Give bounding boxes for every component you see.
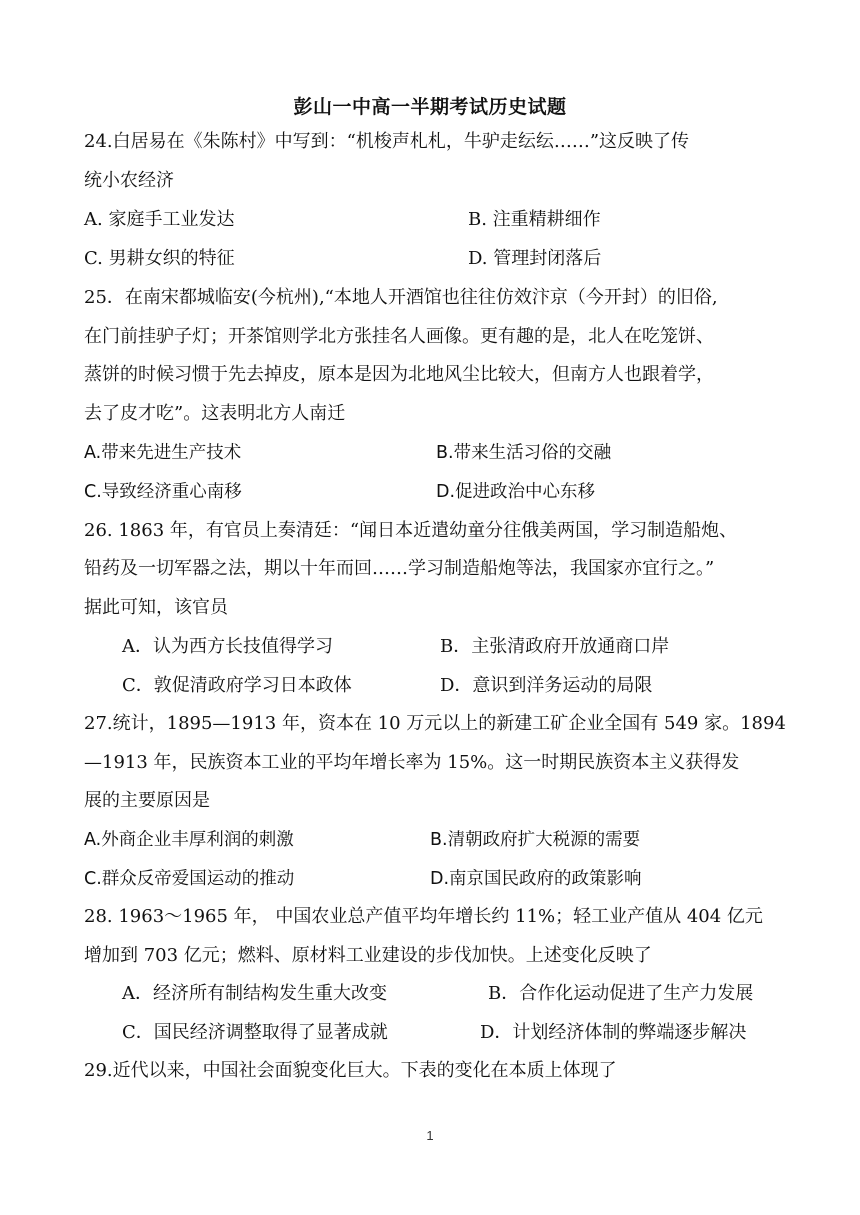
- q28-option-d[interactable]: D．计划经济体制的弊端逐步解决: [480, 1022, 747, 1043]
- q24-stem-line-2: 统小农经济: [84, 170, 174, 191]
- q25-option-d[interactable]: D.促进政治中心东移: [436, 482, 596, 502]
- q26-stem-line-3: 据此可知，该官员: [84, 597, 228, 618]
- q27-option-b[interactable]: B.清朝政府扩大税源的需要: [430, 830, 641, 850]
- q26-option-a[interactable]: A．认为西方长技值得学习: [122, 636, 333, 657]
- q28-stem-line-1: 28. 1963～1965 年， 中国农业总产值平均年增长约 11%；轻工业产值从 404 亿元: [84, 906, 763, 927]
- q29-stem-line-1: 29.近代以来，中国社会面貌变化巨大。下表的变化在本质上体现了: [84, 1060, 617, 1081]
- q24-option-b[interactable]: B. 注重精耕细作: [468, 209, 601, 230]
- q24-option-d[interactable]: D. 管理封闭落后: [468, 248, 602, 269]
- page-title: 彭山一中高一半期考试历史试题: [293, 96, 567, 118]
- q25-stem-line-2: 在门前挂驴子灯；开茶馆则学北方张挂名人画像。更有趣的是，北人在吃笼饼、: [84, 326, 714, 347]
- q26-option-d[interactable]: D．意识到洋务运动的局限: [440, 675, 653, 696]
- q28-option-a[interactable]: A．经济所有制结构发生重大改变: [122, 983, 387, 1004]
- q24-stem-line-1: 24.白居易在《朱陈村》中写到：“机梭声札札，牛驴走纭纭……”这反映了传: [84, 131, 690, 152]
- q25-option-c[interactable]: C.导致经济重心南移: [84, 482, 242, 502]
- q25-option-a[interactable]: A.带来先进生产技术: [84, 443, 242, 463]
- q26-stem-line-1: 26. 1863 年，有官员上奏清廷：“闻日本近遣幼童分往俄美两国，学习制造船炮、: [84, 520, 738, 541]
- q26-option-b[interactable]: B．主张清政府开放通商口岸: [440, 636, 670, 657]
- q26-option-c[interactable]: C．敦促清政府学习日本政体: [122, 675, 352, 696]
- q26-stem-line-2: 铅药及一切军器之法，期以十年而回……学习制造船炮等法，我国家亦宜行之。”: [84, 558, 715, 579]
- q27-stem-line-2: —1913 年，民族资本工业的平均年增长率为 15%。这一时期民族资本主义获得发: [84, 752, 740, 773]
- q25-stem-line-3: 蒸饼的时候习惯于先去掉皮，原本是因为北地风尘比较大，但南方人也跟着学，: [84, 364, 714, 385]
- q25-stem-line-1: 25．在南宋都城临安(今杭州),“本地人开酒馆也往往仿效汴京（今开封）的旧俗,: [84, 287, 718, 308]
- q24-option-a[interactable]: A. 家庭手工业发达: [84, 209, 235, 230]
- q25-stem-line-4: 去了皮才吃”。这表明北方人南迁: [84, 403, 346, 424]
- q24-option-c[interactable]: C. 男耕女织的特征: [84, 248, 235, 269]
- q27-option-a[interactable]: A.外商企业丰厚利润的刺激: [84, 830, 294, 850]
- q27-option-d[interactable]: D.南京国民政府的政策影响: [430, 869, 642, 889]
- q28-stem-line-2: 增加到 703 亿元；燃料、原材料工业建设的步伐加快。上述变化反映了: [84, 945, 652, 966]
- q27-stem-line-3: 展的主要原因是: [84, 790, 210, 811]
- page-number: 1: [426, 1128, 434, 1143]
- q27-stem-line-1: 27.统计，1895—1913 年，资本在 10 万元以上的新建工矿企业全国有 549 家。1894: [84, 713, 786, 734]
- q28-option-c[interactable]: C．国民经济调整取得了显著成就: [122, 1022, 388, 1043]
- q28-option-b[interactable]: B．合作化运动促进了生产力发展: [488, 983, 754, 1004]
- q25-option-b[interactable]: B.带来生活习俗的交融: [436, 443, 612, 463]
- q27-option-c[interactable]: C.群众反帝爱国运动的推动: [84, 869, 295, 889]
